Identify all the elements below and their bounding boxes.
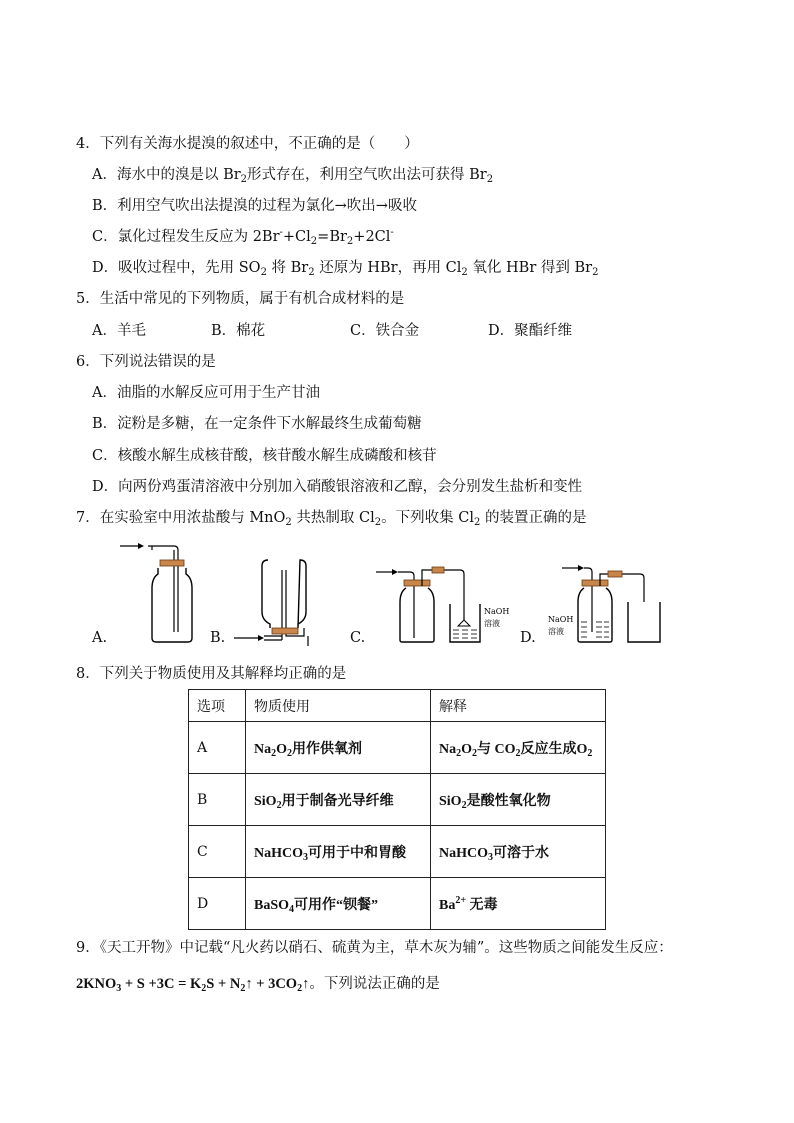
row-usage: NaHCO$_3$可用于中和胃酸: [246, 826, 431, 878]
q4-option-d: D．吸收过程中，先用 $SO_2$ 将 $Br_2$ 还原为 HBr，再用 $Cl_2$ 氧化 HBr 得到 $Br_2$: [92, 260, 599, 278]
q6-option-b: B．淀粉是多糖，在一定条件下水解最终生成葡萄糖: [92, 416, 422, 432]
q7-label-a: A.: [92, 630, 108, 646]
row-usage: $Na_2O_2$用作供氧剂: [246, 722, 431, 774]
q5-option-d: D．聚酯纤维: [488, 323, 573, 339]
row-usage: SiO$_2$用于制备光导纤维: [246, 774, 431, 826]
row-option: A: [189, 722, 246, 774]
apparatus-d-bottle-with-beaker: [544, 562, 668, 646]
q6-stem: 6．下列说法错误的是: [76, 354, 216, 370]
q8-table: [188, 689, 606, 930]
row-explanation: SiO$_2$是酸性氧化物: [431, 774, 606, 826]
q9-equation: $2KNO_3 + S +3C = K_2S$ + $N_2↑$ + $3CO_2↑$。下列说法正确的是: [76, 976, 440, 994]
table-row: [189, 722, 606, 774]
naoh-c-solution: 溶液: [484, 619, 500, 628]
q4-option-a: A．海水中的溴是以 $Br_2$形式存在，利用空气吹出法可获得 $Br_2$: [92, 167, 494, 185]
table-row: [189, 774, 606, 826]
q5-option-c: C．铁合金: [350, 323, 420, 339]
row-usage: BaSO$_4$可用作“钡餐”: [246, 878, 431, 930]
naoh-c-label: NaOH: [484, 607, 510, 616]
q7-label-d: D.: [520, 630, 536, 646]
q6-option-a: A．油脂的水解反应可用于生产甘油: [92, 385, 320, 401]
row-option: C: [189, 826, 246, 878]
table-header-row: [189, 690, 606, 722]
header-option: 选项: [189, 690, 246, 722]
naoh-d-solution: 溶液: [548, 627, 564, 636]
q4-stem: 4．下列有关海水提溴的叙述中，不正确的是（ ）: [76, 136, 419, 152]
q6-option-c: C．核酸水解生成核苷酸，核苷酸水解生成磷酸和核苷: [92, 448, 437, 464]
row-explanation: NaHCO$_3$可溶于水: [431, 826, 606, 878]
row-explanation: $Ba^{2+}$ 无毒: [431, 878, 606, 930]
naoh-d-label: NaOH: [548, 615, 574, 624]
row-option: B: [189, 774, 246, 826]
q5-stem: 5．生活中常见的下列物质，属于有机合成材料的是: [76, 291, 405, 307]
q5-option-b: B．棉花: [211, 323, 266, 339]
q6-option-d: D．向两份鸡蛋清溶液中分别加入硝酸银溶液和乙醇，会分别发生盐析和变性: [92, 479, 583, 495]
header-usage: 物质使用: [246, 690, 431, 722]
q4-option-b: B．利用空气吹出法提溴的过程为氯化→吹出→吸收: [92, 198, 417, 214]
apparatus-c-bottle-with-absorber: [374, 564, 516, 646]
q7-label-b: B.: [210, 630, 226, 646]
row-option: D: [189, 878, 246, 930]
q8-stem: 8．下列关于物质使用及其解释均正确的是: [76, 666, 347, 682]
apparatus-a-gas-bottle: [118, 540, 198, 646]
q5-option-a: A．羊毛: [92, 323, 146, 339]
q7-stem: 7．在实验室中用浓盐酸与 MnO$_2$ 共热制取 $Cl_2$。下列收集 $Cl_2$ 的装置正确的是: [76, 510, 587, 528]
row-explanation: $Na_2O_2$与 $CO_2$反应生成$O_2$: [431, 722, 606, 774]
q4-option-c: C．氯化过程发生反应为 $2Br^-+Cl_2=Br_2+2Cl^-$: [92, 227, 394, 247]
table-row: [189, 878, 606, 930]
apparatus-b-inverted-bottle: [228, 556, 314, 646]
q7-label-c: C.: [350, 630, 366, 646]
q9-stem: 9．《天工开物》中记载“凡火药以硝石、硫黄为主，草木灰为辅”。这些物质之间能发生反应：: [76, 940, 673, 956]
header-explanation: 解释: [431, 690, 606, 722]
table-row: [189, 826, 606, 878]
